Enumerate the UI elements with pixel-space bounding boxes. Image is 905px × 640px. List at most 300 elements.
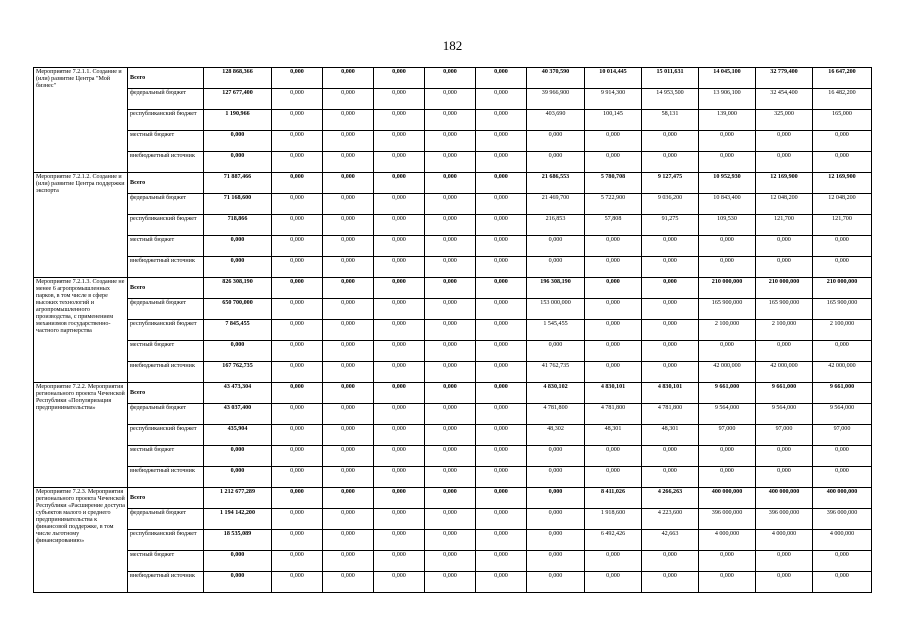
amount-cell: 1 190,966 xyxy=(204,110,272,131)
amount-cell: 57,808 xyxy=(585,215,642,236)
amount-cell: 4 000,000 xyxy=(813,530,872,551)
amount-cell: 0,000 xyxy=(425,257,476,278)
amount-cell: 1 194 142,200 xyxy=(204,509,272,530)
amount-cell: 0,000 xyxy=(323,215,374,236)
amount-cell: 1 918,600 xyxy=(585,509,642,530)
amount-cell: 0,000 xyxy=(585,236,642,257)
amount-cell: 0,000 xyxy=(323,341,374,362)
funding-source-cell: республиканский бюджет xyxy=(128,530,204,551)
amount-cell: 0,000 xyxy=(272,362,323,383)
amount-cell: 0,000 xyxy=(756,551,813,572)
amount-cell: 0,000 xyxy=(756,341,813,362)
amount-cell: 97,000 xyxy=(813,425,872,446)
amount-cell: 0,000 xyxy=(476,362,527,383)
amount-cell: 0,000 xyxy=(272,425,323,446)
event-name-cell: Мероприятие 7.2.1.3. Создание не менее 6 агропромышленных парков, в том числе в сфере высоких технологий и агропромышленного производства, с применением механизмов государственно-частного партнерства xyxy=(34,278,128,383)
funding-source-cell: местный бюджет xyxy=(128,446,204,467)
amount-cell: 0,000 xyxy=(642,362,699,383)
amount-cell: 0,000 xyxy=(527,152,585,173)
amount-cell: 0,000 xyxy=(374,89,425,110)
funding-source-cell: республиканский бюджет xyxy=(128,110,204,131)
amount-cell: 196 308,190 xyxy=(527,278,585,299)
amount-cell: 42 000,000 xyxy=(699,362,756,383)
amount-cell: 400 000,000 xyxy=(756,488,813,509)
amount-cell: 9 661,000 xyxy=(756,383,813,404)
amount-cell: 0,000 xyxy=(323,530,374,551)
amount-cell: 9 127,475 xyxy=(642,173,699,194)
amount-cell: 0,000 xyxy=(374,194,425,215)
amount-cell: 9 036,200 xyxy=(642,194,699,215)
amount-cell: 396 000,000 xyxy=(756,509,813,530)
amount-cell: 0,000 xyxy=(323,446,374,467)
funding-source-cell: местный бюджет xyxy=(128,551,204,572)
table-row xyxy=(34,341,872,362)
funding-source-cell: федеральный бюджет xyxy=(128,404,204,425)
table-row xyxy=(34,509,872,530)
amount-cell: 10 014,445 xyxy=(585,68,642,89)
table-row xyxy=(34,236,872,257)
amount-cell: 0,000 xyxy=(527,341,585,362)
amount-cell: 0,000 xyxy=(323,236,374,257)
table-row xyxy=(34,362,872,383)
amount-cell: 0,000 xyxy=(756,131,813,152)
amount-cell: 1 212 677,289 xyxy=(204,488,272,509)
amount-cell: 0,000 xyxy=(425,446,476,467)
funding-source-cell: федеральный бюджет xyxy=(128,89,204,110)
amount-cell: 0,000 xyxy=(374,173,425,194)
amount-cell: 0,000 xyxy=(272,320,323,341)
amount-cell: 0,000 xyxy=(585,299,642,320)
amount-cell: 40 370,590 xyxy=(527,68,585,89)
amount-cell: 0,000 xyxy=(642,299,699,320)
amount-cell: 0,000 xyxy=(699,131,756,152)
amount-cell: 210 000,000 xyxy=(699,278,756,299)
amount-cell: 0,000 xyxy=(585,572,642,593)
amount-cell: 0,000 xyxy=(272,215,323,236)
amount-cell: 0,000 xyxy=(585,257,642,278)
table-row xyxy=(34,530,872,551)
amount-cell: 0,000 xyxy=(374,509,425,530)
amount-cell: 0,000 xyxy=(642,257,699,278)
table-row xyxy=(34,110,872,131)
amount-cell: 14 045,100 xyxy=(699,68,756,89)
amount-cell: 14 953,500 xyxy=(642,89,699,110)
amount-cell: 0,000 xyxy=(476,257,527,278)
funding-source-cell: местный бюджет xyxy=(128,131,204,152)
amount-cell: 0,000 xyxy=(272,488,323,509)
amount-cell: 0,000 xyxy=(585,551,642,572)
event-name-cell: Мероприятие 7.2.2. Мероприятия регионального проекта Чеченской Республики «Популяризация предпринимательства» xyxy=(34,383,128,488)
amount-cell: 5 722,900 xyxy=(585,194,642,215)
amount-cell: 0,000 xyxy=(272,194,323,215)
amount-cell: 0,000 xyxy=(476,173,527,194)
amount-cell: 0,000 xyxy=(813,152,872,173)
amount-cell: 6 492,426 xyxy=(585,530,642,551)
amount-cell: 0,000 xyxy=(374,446,425,467)
amount-cell: 0,000 xyxy=(527,572,585,593)
amount-cell: 0,000 xyxy=(476,341,527,362)
amount-cell: 0,000 xyxy=(272,404,323,425)
amount-cell: 435,904 xyxy=(204,425,272,446)
table-row xyxy=(34,488,872,509)
amount-cell: 0,000 xyxy=(204,131,272,152)
amount-cell: 0,000 xyxy=(642,572,699,593)
amount-cell: 0,000 xyxy=(813,467,872,488)
amount-cell: 210 000,000 xyxy=(756,278,813,299)
amount-cell: 4 830,101 xyxy=(585,383,642,404)
amount-cell: 0,000 xyxy=(756,236,813,257)
amount-cell: 0,000 xyxy=(476,131,527,152)
amount-cell: 0,000 xyxy=(272,572,323,593)
amount-cell: 0,000 xyxy=(272,68,323,89)
amount-cell: 0,000 xyxy=(374,488,425,509)
amount-cell: 9 564,000 xyxy=(756,404,813,425)
amount-cell: 0,000 xyxy=(699,152,756,173)
table-row xyxy=(34,446,872,467)
amount-cell: 13 906,100 xyxy=(699,89,756,110)
funding-source-cell: федеральный бюджет xyxy=(128,299,204,320)
event-name-cell: Мероприятие 7.2.1.2. Создание и (или) развитие Центра поддержки экспорта xyxy=(34,173,128,278)
amount-cell: 0,000 xyxy=(323,572,374,593)
amount-cell: 0,000 xyxy=(204,152,272,173)
amount-cell: 0,000 xyxy=(425,89,476,110)
amount-cell: 0,000 xyxy=(272,110,323,131)
amount-cell: 0,000 xyxy=(272,383,323,404)
amount-cell: 97,000 xyxy=(699,425,756,446)
amount-cell: 0,000 xyxy=(642,131,699,152)
table-row xyxy=(34,299,872,320)
funding-source-cell: Всего xyxy=(128,173,204,194)
amount-cell: 4 781,800 xyxy=(585,404,642,425)
amount-cell: 0,000 xyxy=(585,320,642,341)
amount-cell: 32 454,400 xyxy=(756,89,813,110)
amount-cell: 0,000 xyxy=(374,404,425,425)
amount-cell: 0,000 xyxy=(756,446,813,467)
amount-cell: 15 011,631 xyxy=(642,68,699,89)
amount-cell: 0,000 xyxy=(374,236,425,257)
amount-cell: 0,000 xyxy=(813,446,872,467)
table-row xyxy=(34,383,872,404)
amount-cell: 165 900,000 xyxy=(813,299,872,320)
amount-cell: 0,000 xyxy=(642,236,699,257)
amount-cell: 0,000 xyxy=(476,236,527,257)
amount-cell: 9 564,000 xyxy=(699,404,756,425)
funding-source-cell: Всего xyxy=(128,278,204,299)
amount-cell: 0,000 xyxy=(323,68,374,89)
amount-cell: 100,145 xyxy=(585,110,642,131)
amount-cell: 0,000 xyxy=(323,425,374,446)
funding-source-cell: федеральный бюджет xyxy=(128,194,204,215)
funding-source-cell: федеральный бюджет xyxy=(128,509,204,530)
amount-cell: 0,000 xyxy=(527,257,585,278)
amount-cell: 12 169,900 xyxy=(813,173,872,194)
amount-cell: 0,000 xyxy=(204,446,272,467)
amount-cell: 39 966,900 xyxy=(527,89,585,110)
amount-cell: 0,000 xyxy=(272,551,323,572)
amount-cell: 0,000 xyxy=(527,509,585,530)
amount-cell: 0,000 xyxy=(204,467,272,488)
amount-cell: 0,000 xyxy=(272,131,323,152)
amount-cell: 0,000 xyxy=(476,215,527,236)
amount-cell: 0,000 xyxy=(272,278,323,299)
amount-cell: 0,000 xyxy=(813,131,872,152)
table-row xyxy=(34,425,872,446)
amount-cell: 41 762,735 xyxy=(527,362,585,383)
amount-cell: 0,000 xyxy=(425,572,476,593)
amount-cell: 0,000 xyxy=(425,467,476,488)
budget-table-body xyxy=(34,68,872,593)
amount-cell: 12 169,900 xyxy=(756,173,813,194)
table-row xyxy=(34,257,872,278)
amount-cell: 0,000 xyxy=(323,194,374,215)
amount-cell: 71 168,600 xyxy=(204,194,272,215)
amount-cell: 0,000 xyxy=(323,299,374,320)
amount-cell: 650 700,000 xyxy=(204,299,272,320)
amount-cell: 10 843,400 xyxy=(699,194,756,215)
amount-cell: 127 677,400 xyxy=(204,89,272,110)
funding-source-cell: местный бюджет xyxy=(128,236,204,257)
amount-cell: 12 048,200 xyxy=(756,194,813,215)
amount-cell: 0,000 xyxy=(272,152,323,173)
amount-cell: 48,302 xyxy=(527,425,585,446)
amount-cell: 0,000 xyxy=(699,236,756,257)
funding-source-cell: республиканский бюджет xyxy=(128,320,204,341)
amount-cell: 0,000 xyxy=(425,530,476,551)
funding-source-cell: внебюджетный источник xyxy=(128,362,204,383)
amount-cell: 165 900,000 xyxy=(699,299,756,320)
amount-cell: 4 830,101 xyxy=(642,383,699,404)
amount-cell: 97,000 xyxy=(756,425,813,446)
amount-cell: 0,000 xyxy=(699,572,756,593)
amount-cell: 0,000 xyxy=(756,257,813,278)
funding-source-cell: внебюджетный источник xyxy=(128,572,204,593)
amount-cell: 0,000 xyxy=(323,278,374,299)
amount-cell: 0,000 xyxy=(323,131,374,152)
amount-cell: 1 545,455 xyxy=(527,320,585,341)
amount-cell: 0,000 xyxy=(527,131,585,152)
amount-cell: 0,000 xyxy=(272,509,323,530)
amount-cell: 9 564,000 xyxy=(813,404,872,425)
amount-cell: 0,000 xyxy=(323,320,374,341)
amount-cell: 21 686,553 xyxy=(527,173,585,194)
amount-cell: 7 845,455 xyxy=(204,320,272,341)
funding-source-cell: Всего xyxy=(128,488,204,509)
amount-cell: 109,530 xyxy=(699,215,756,236)
amount-cell: 0,000 xyxy=(425,152,476,173)
amount-cell: 0,000 xyxy=(425,278,476,299)
amount-cell: 0,000 xyxy=(425,173,476,194)
amount-cell: 0,000 xyxy=(425,341,476,362)
budget-table xyxy=(33,67,872,593)
amount-cell: 16 482,200 xyxy=(813,89,872,110)
amount-cell: 0,000 xyxy=(476,194,527,215)
amount-cell: 0,000 xyxy=(374,215,425,236)
amount-cell: 0,000 xyxy=(699,467,756,488)
amount-cell: 400 000,000 xyxy=(813,488,872,509)
amount-cell: 0,000 xyxy=(323,404,374,425)
amount-cell: 121,700 xyxy=(813,215,872,236)
funding-source-cell: местный бюджет xyxy=(128,341,204,362)
amount-cell: 0,000 xyxy=(323,89,374,110)
amount-cell: 0,000 xyxy=(272,446,323,467)
amount-cell: 9 661,000 xyxy=(813,383,872,404)
amount-cell: 91,275 xyxy=(642,215,699,236)
amount-cell: 0,000 xyxy=(642,278,699,299)
amount-cell: 0,000 xyxy=(813,236,872,257)
amount-cell: 0,000 xyxy=(204,341,272,362)
amount-cell: 0,000 xyxy=(756,467,813,488)
amount-cell: 42 000,000 xyxy=(813,362,872,383)
amount-cell: 0,000 xyxy=(425,488,476,509)
amount-cell: 0,000 xyxy=(425,299,476,320)
amount-cell: 0,000 xyxy=(476,404,527,425)
amount-cell: 0,000 xyxy=(374,68,425,89)
amount-cell: 0,000 xyxy=(476,110,527,131)
amount-cell: 139,000 xyxy=(699,110,756,131)
amount-cell: 0,000 xyxy=(476,467,527,488)
amount-cell: 0,000 xyxy=(374,530,425,551)
amount-cell: 167 762,735 xyxy=(204,362,272,383)
amount-cell: 0,000 xyxy=(272,236,323,257)
amount-cell: 0,000 xyxy=(699,446,756,467)
amount-cell: 0,000 xyxy=(272,299,323,320)
amount-cell: 0,000 xyxy=(585,278,642,299)
table-row xyxy=(34,467,872,488)
amount-cell: 9 661,000 xyxy=(699,383,756,404)
amount-cell: 5 780,708 xyxy=(585,173,642,194)
funding-source-cell: внебюджетный источник xyxy=(128,257,204,278)
table-row xyxy=(34,215,872,236)
amount-cell: 0,000 xyxy=(476,152,527,173)
amount-cell: 0,000 xyxy=(476,509,527,530)
amount-cell: 12 048,200 xyxy=(813,194,872,215)
amount-cell: 0,000 xyxy=(425,425,476,446)
amount-cell: 0,000 xyxy=(272,173,323,194)
amount-cell: 0,000 xyxy=(476,446,527,467)
amount-cell: 0,000 xyxy=(699,257,756,278)
amount-cell: 0,000 xyxy=(323,509,374,530)
amount-cell: 0,000 xyxy=(642,446,699,467)
amount-cell: 0,000 xyxy=(425,236,476,257)
amount-cell: 0,000 xyxy=(425,68,476,89)
amount-cell: 0,000 xyxy=(527,488,585,509)
amount-cell: 0,000 xyxy=(272,530,323,551)
amount-cell: 396 000,000 xyxy=(813,509,872,530)
amount-cell: 165 900,000 xyxy=(756,299,813,320)
amount-cell: 0,000 xyxy=(374,299,425,320)
table-row xyxy=(34,152,872,173)
amount-cell: 0,000 xyxy=(756,572,813,593)
amount-cell: 0,000 xyxy=(527,446,585,467)
amount-cell: 0,000 xyxy=(642,341,699,362)
amount-cell: 0,000 xyxy=(476,299,527,320)
amount-cell: 403,690 xyxy=(527,110,585,131)
table-row xyxy=(34,89,872,110)
amount-cell: 0,000 xyxy=(476,425,527,446)
amount-cell: 0,000 xyxy=(813,551,872,572)
amount-cell: 0,000 xyxy=(476,89,527,110)
amount-cell: 0,000 xyxy=(476,68,527,89)
amount-cell: 0,000 xyxy=(585,341,642,362)
amount-cell: 0,000 xyxy=(204,236,272,257)
amount-cell: 71 887,466 xyxy=(204,173,272,194)
amount-cell: 0,000 xyxy=(374,278,425,299)
amount-cell: 121,700 xyxy=(756,215,813,236)
table-row xyxy=(34,194,872,215)
amount-cell: 0,000 xyxy=(323,383,374,404)
amount-cell: 4 000,000 xyxy=(699,530,756,551)
amount-cell: 0,000 xyxy=(642,551,699,572)
amount-cell: 0,000 xyxy=(425,404,476,425)
amount-cell: 0,000 xyxy=(374,320,425,341)
amount-cell: 0,000 xyxy=(272,341,323,362)
amount-cell: 0,000 xyxy=(323,257,374,278)
table-row xyxy=(34,404,872,425)
amount-cell: 0,000 xyxy=(374,152,425,173)
amount-cell: 0,000 xyxy=(585,467,642,488)
amount-cell: 0,000 xyxy=(756,152,813,173)
amount-cell: 0,000 xyxy=(585,131,642,152)
amount-cell: 0,000 xyxy=(323,110,374,131)
amount-cell: 0,000 xyxy=(374,383,425,404)
amount-cell: 0,000 xyxy=(699,341,756,362)
amount-cell: 0,000 xyxy=(323,467,374,488)
amount-cell: 0,000 xyxy=(527,467,585,488)
amount-cell: 153 000,000 xyxy=(527,299,585,320)
amount-cell: 4 830,102 xyxy=(527,383,585,404)
amount-cell: 0,000 xyxy=(425,551,476,572)
amount-cell: 43 037,400 xyxy=(204,404,272,425)
amount-cell: 42 000,000 xyxy=(756,362,813,383)
table-row xyxy=(34,278,872,299)
amount-cell: 210 000,000 xyxy=(813,278,872,299)
amount-cell: 0,000 xyxy=(374,425,425,446)
amount-cell: 2 100,000 xyxy=(813,320,872,341)
amount-cell: 8 411,026 xyxy=(585,488,642,509)
amount-cell: 4 266,263 xyxy=(642,488,699,509)
funding-source-cell: Всего xyxy=(128,68,204,89)
amount-cell: 32 779,400 xyxy=(756,68,813,89)
amount-cell: 0,000 xyxy=(425,131,476,152)
amount-cell: 0,000 xyxy=(425,215,476,236)
amount-cell: 58,131 xyxy=(642,110,699,131)
amount-cell: 0,000 xyxy=(699,551,756,572)
amount-cell: 0,000 xyxy=(272,257,323,278)
amount-cell: 0,000 xyxy=(374,341,425,362)
funding-source-cell: Всего xyxy=(128,383,204,404)
amount-cell: 0,000 xyxy=(642,467,699,488)
amount-cell: 0,000 xyxy=(272,467,323,488)
amount-cell: 0,000 xyxy=(813,257,872,278)
amount-cell: 4 223,600 xyxy=(642,509,699,530)
amount-cell: 0,000 xyxy=(323,488,374,509)
table-row xyxy=(34,131,872,152)
amount-cell: 0,000 xyxy=(527,236,585,257)
funding-source-cell: внебюджетный источник xyxy=(128,467,204,488)
page-number: 182 xyxy=(442,38,463,53)
amount-cell: 0,000 xyxy=(374,257,425,278)
amount-cell: 0,000 xyxy=(323,362,374,383)
amount-cell: 0,000 xyxy=(585,446,642,467)
amount-cell: 42,663 xyxy=(642,530,699,551)
amount-cell: 43 473,304 xyxy=(204,383,272,404)
amount-cell: 0,000 xyxy=(425,320,476,341)
amount-cell: 0,000 xyxy=(374,467,425,488)
amount-cell: 0,000 xyxy=(813,572,872,593)
amount-cell: 0,000 xyxy=(425,509,476,530)
amount-cell: 0,000 xyxy=(323,152,374,173)
amount-cell: 10 952,930 xyxy=(699,173,756,194)
